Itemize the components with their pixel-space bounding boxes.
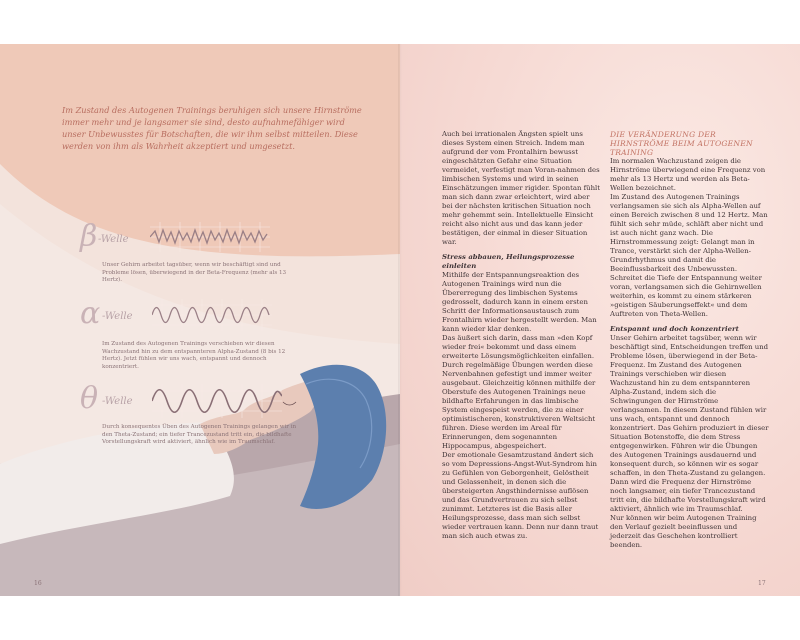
paragraph: Nur können wir beim Autogenen Training den Verlauf gezielt beeinflussen und jederzeit das Geschehen kontrolliert beenden. xyxy=(610,514,757,549)
paragraph: Der emotionale Gesamtzustand ändert sich so vom Depressions-Angst-Wut-Syndrom hin zu Gefühlen von Geborgenheit, Gelöstheit und Gelassenheit, in denen sich die übersteigerten Angsthindernisse auflösen und das Grundvertrauen zu sich selbst zunimmt. Letzteres ist die Basis aller Heilungsprozesse, dass man sich selbst wieder vertrauen kann. Denn nur dann traut man sich auch etwas zu. xyxy=(442,451,599,540)
right-column xyxy=(610,130,770,550)
alpha-symbol: α xyxy=(80,296,101,331)
alpha-label: -Welle xyxy=(102,311,133,322)
paragraph: Mithilfe der Entspannungsreaktion des Autogenen Trainings wird nun die Übererregung des limbischen Systems gedrosselt, dadurch kann in einem ersten Schritt der Informationsaustausch zum Frontalhirn wieder hergestellt werden. Man kann wieder klar denken. xyxy=(442,271,597,333)
theta-caption: Durch konsequentes Üben des Autogenen Trainings gelangen wir in den Theta-Zustand; ein tiefer Trancezustand tritt ein, die bildhafte Vorstellungskraft wird aktiviert, ähnlich wie im Traumschlaf. xyxy=(102,424,297,446)
intro-text: Im Zustand des Autogenen Trainings beruhigen sich unsere Hirnströme immer mehr und je langsamer sie sind, desto aufnahmefähiger wird unser Unbewusstes für Botschaften, die wir ihm selbst mitteilen. Diese werden von ihm als Wahrheit akzeptiert und umgesetzt. xyxy=(62,105,362,151)
beta-wave-icon xyxy=(150,222,270,252)
right-page xyxy=(400,44,800,596)
paragraph: Im normalen Wachzustand zeigen die Hirnströme überwiegend eine Frequenz von mehr als 13 Hertz und werden als Beta-Wellen bezeichnet. xyxy=(610,157,766,192)
page-number-right: 17 xyxy=(758,580,766,587)
alpha-wave-icon xyxy=(152,299,272,331)
page-number-left: 16 xyxy=(34,580,42,587)
beta-wave-row xyxy=(80,219,340,292)
paragraph: Durch regelmäßige Übungen werden diese Nervenbahnen gefestigt und immer weiter ausgebaut. Gleichzeitig können mithilfe der Oberstufe des Autogenen Trainings neue bildhafte Erfahrungen in das limbische System eingespeist werden, die zu einer optimistischeren, konstruktiveren Weltsicht führen. Diese werden im Areal für Erinnerungen, dem sogenannten Hippocampus, abgespeichert. xyxy=(442,361,596,450)
theta-symbol: θ xyxy=(80,381,99,416)
middle-column xyxy=(442,130,602,541)
alpha-wave-row xyxy=(80,296,340,379)
beta-caption: Unser Gehirn arbeitet tagsüber, wenn wir beschäftigt sind und Probleme lösen, überwiegend in der Beta-Frequenz (mehr als 13 Hertz). xyxy=(102,262,287,284)
book-spread xyxy=(0,44,800,596)
book-gutter xyxy=(398,44,402,596)
section-title: DIE VERÄNDERUNG DER HIRNSTRÖME BEIM AUTOGENEN TRAINING xyxy=(610,130,753,157)
subheading: Stress abbauen, Heilungsprozesse einleiten xyxy=(442,253,575,270)
theta-wave-icon xyxy=(152,384,282,418)
subheading: Entspannt und doch konzentriert xyxy=(610,325,739,333)
paragraph: Auch bei irrationalen Ängsten spielt uns dieses System einen Streich. Indem man aufgrund der vom Frontalhirn bewusst eingeschätzten Gefahr eine Situation vermeidet, verfestigt man Voran-nahmen des limbischen Systems und wird in seinen Einschätzungen immer rigider. Spontan fühlt man sich dann zwar erleichtert, wird aber bei der nächsten kritischen Situation noch mehr gehemmt sein. Intellektuelle Einsicht reicht also nicht aus und das kann jeder bestätigen, der einmal in dieser Situation war. xyxy=(442,130,600,246)
paragraph: Im Zustand des Autogenen Trainings verlangsamen sie sich als Alpha-Wellen auf einen Bereich zwischen 8 und 12 Hertz. Man fühlt sich sehr müde, schläft aber nicht und ist auch nicht ganz wach. Die Hirnstrommessung zeigt: Gelangt man in Trance, verstärkt sich der Alpha-Wellen-Grundrhythmus und damit die Beeinflussbarkeit des Unbewussten. Schreitet die Tiefe der Entspannung weiter voran, verlangsamen sich die Gehirnwellen weiterhin, es kommt zu einem stärkeren »geistigen Säuberungseffekt« und dem Auftreten von Theta-Wellen. xyxy=(610,193,768,318)
left-page xyxy=(0,44,400,596)
alpha-caption: Im Zustand des Autogenen Trainings verschieben wir diesen Wachzustand hin zu dem entspannteren Alpha-Zustand (8 bis 12 Hertz). Jetzt fühlen wir uns wach, entspannt und dennoch konzentriert. xyxy=(102,341,286,370)
theta-wave-row xyxy=(80,381,340,464)
beta-label: -Welle xyxy=(98,234,129,245)
paragraph: Unser Gehirn arbeitet tagsüber, wenn wir beschäftigt sind, Entscheidungen treffen und Probleme lösen, überwiegend in der Beta-Frequenz. Im Zustand des Autogenen Trainings verschieben wir diesen Wachzustand hin zu dem entspannteren Alpha-Zustand, indem sich die Schwingungen der Hirnströme verlangsamen. In diesem Zustand fühlen wir uns wach, entspannt und dennoch konzentriert. Das Gehirn produziert in dieser Situation Botenstoffe, die dem Stress entgegenwirken. Führen wir die Übungen des Autogenen Trainings ausdauernd und konsequent durch, so können wir es sogar schaffen, in den Theta-Zustand zu gelangen. Dann wird die Frequenz der Hirnströme noch langsamer, ein tiefer Trancezustand tritt ein, die bildhafte Vorstellungskraft wird aktiviert, ähnlich wie im Traumschlaf. xyxy=(610,334,769,513)
beta-symbol: β xyxy=(80,219,98,254)
theta-label: -Welle xyxy=(102,396,133,407)
paragraph: Das äußert sich darin, dass man »den Kopf wieder frei« bekommt und dass einem erweiterte Lösungsmöglichkeiten einfallen. xyxy=(442,334,595,360)
